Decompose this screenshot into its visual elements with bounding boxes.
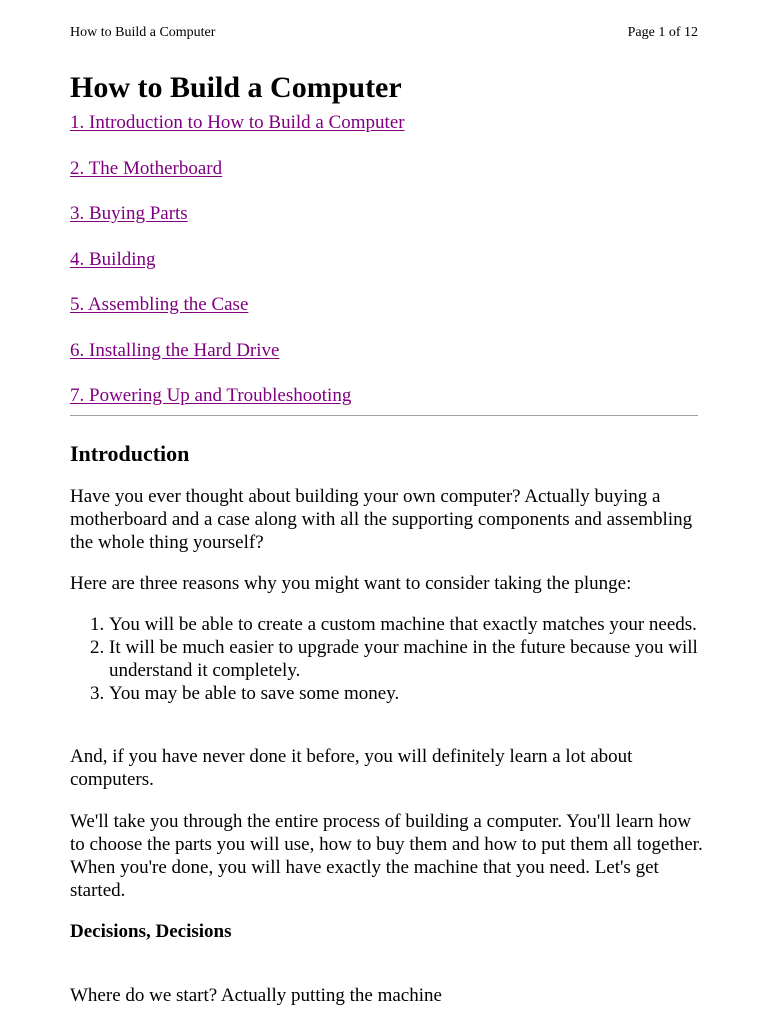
reasons-list [70,613,710,705]
intro-paragraph: Have you ever thought about building your own computer? Actually buying a motherboard and a case along with all the supporting components and assembling the whole thing yourself? [70,486,693,553]
list-item: 1. You will be able to create a custom machine that exactly matches your needs. [109,613,710,636]
toc-item [70,249,698,295]
running-header-title: How to Build a Computer [70,25,216,40]
decisions-heading: Decisions, Decisions [70,921,232,942]
toc-link-powering-up[interactable]: 7. Powering Up and Troubleshooting [70,385,352,406]
toc-link-motherboard[interactable]: 2. The Motherboard [70,157,223,179]
toc-link-introduction[interactable]: 1. Introduction to How to Build a Computer [70,112,405,133]
toc-link-building[interactable]: 4. Building [70,248,156,270]
toc-item [70,385,698,431]
process-paragraph: We'll take you through the entire process of building a computer. You'll learn how to choose the parts you will use, how to buy them and how to put them all together. When you're done, you will have exactly the machine that you need. Let's get started. [70,811,703,901]
toc-item [70,203,698,249]
document-title: How to Build a Computer [70,71,402,104]
learn-paragraph: And, if you have never done it before, you will definitely learn a lot about computers. [70,746,633,790]
toc-link-assembling-case[interactable]: 5. Assembling the Case [70,294,249,315]
section-divider [70,415,698,416]
toc-link-buying-parts[interactable]: 3. Buying Parts [70,203,188,224]
reasons-lead-paragraph: Here are three reasons why you might want to consider taking the plunge: [70,573,632,594]
list-item: 3. You may be able to save some money. [109,682,710,705]
introduction-heading: Introduction [70,441,190,466]
table-of-contents [70,112,698,431]
toc-item [70,158,698,204]
toc-item [70,340,698,386]
toc-item [70,294,698,340]
list-item: 2. It will be much easier to upgrade your machine in the future because you will understand it completely. [109,636,710,682]
page-number: Page 1 of 12 [627,25,698,40]
toc-item [70,112,698,158]
decisions-paragraph: Where do we start? Actually putting the machine [70,985,442,1006]
toc-link-installing-hard-drive[interactable]: 6. Installing the Hard Drive [70,339,280,361]
